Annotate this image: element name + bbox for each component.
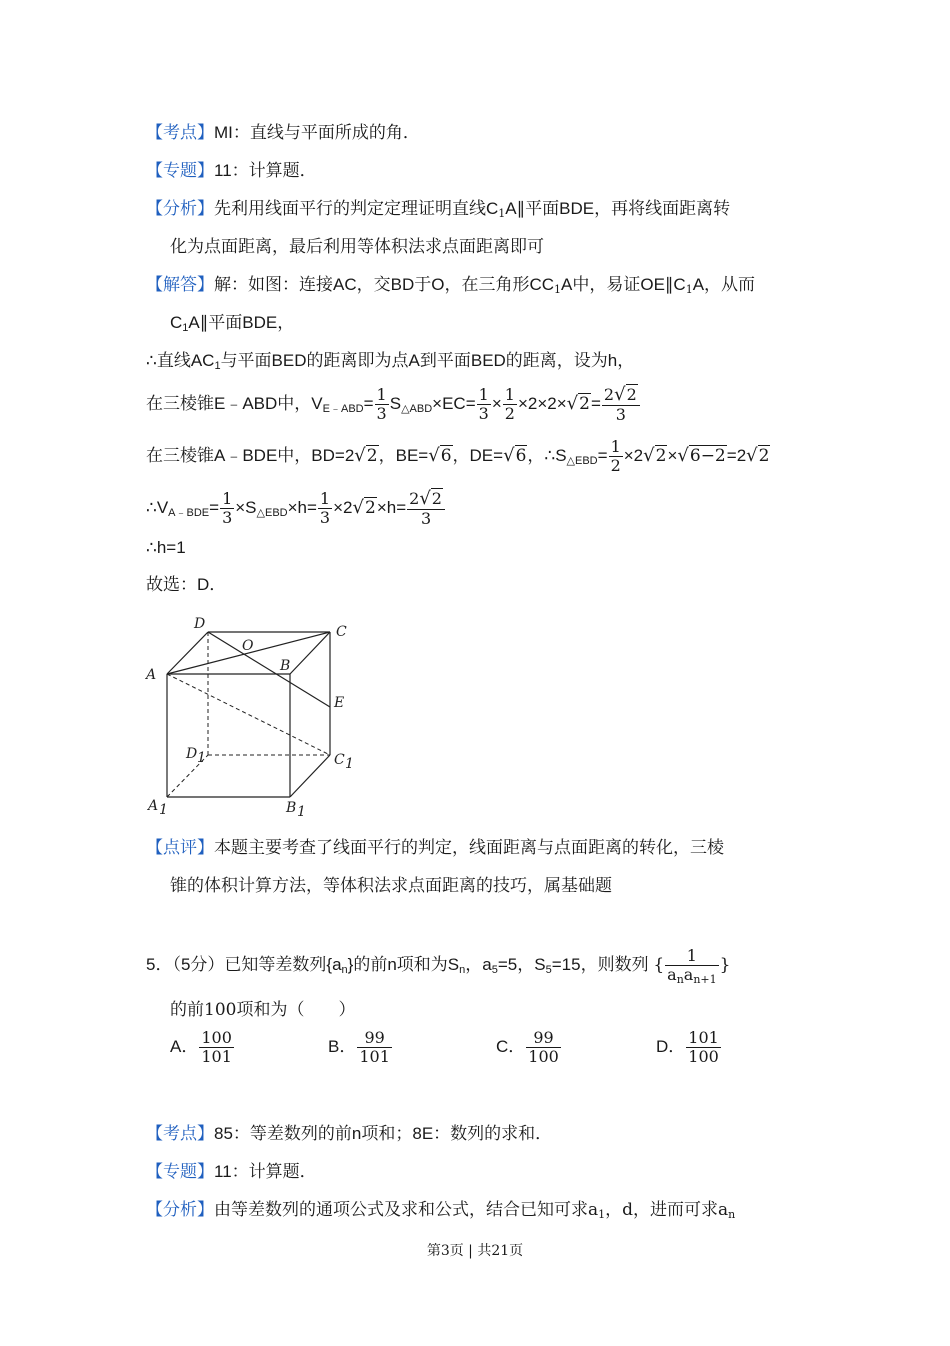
label-A: A bbox=[146, 667, 157, 683]
fraction-one-third: $\frac{1}{3}$ bbox=[376, 385, 387, 423]
kaodian-tag: 【考点】 bbox=[146, 1124, 214, 1144]
kaodian-tag: 【考点】 bbox=[146, 123, 214, 143]
label-O: O bbox=[242, 638, 254, 654]
q5-stem: 5．（5分）已知等差数列$\{a_n\}$的前n项和为$S_n$，$a_5=5$，$S_5=15$，则数列 { $\frac{1}{a_na_{n+1}}$ } bbox=[146, 946, 731, 986]
hidden-line-AC1 bbox=[167, 674, 330, 755]
sqrt-2: √2 bbox=[354, 444, 378, 466]
edge-CB bbox=[290, 632, 330, 674]
q5-stem-line2: 的前100项和为（ ） bbox=[170, 1000, 356, 1020]
sequence-brace-expression: { $\frac{1}{a_na_{n+1}}$ } bbox=[653, 946, 731, 986]
sqrt-2: √2 bbox=[352, 496, 376, 518]
label-B: B bbox=[280, 658, 291, 674]
fraction-1-over-an-an1: $\frac{1}{a_na_{n+1}}$ bbox=[667, 946, 717, 986]
option-d[interactable]: D． $\frac{101}{100}$ bbox=[656, 1028, 719, 1066]
q4-kaodian: 【考点】MI：直线与平面所成的角． bbox=[146, 123, 420, 143]
option-b[interactable]: B． $\frac{99}{101}$ bbox=[328, 1028, 390, 1066]
q4-dianping: 【点评】本题主要考查了线面平行的判定，线面距离与点面距离的转化，三棱 bbox=[146, 838, 724, 858]
q4-line5: 在三棱锥A﹣BDE中，BD=2√2，BE=√6，DE=√6，$\therefore S_{\triangle EBD}=$ $\frac{1}{2}$ ×2√2×√6−2=2√2 bbox=[146, 437, 770, 475]
sqrt-2: √2 bbox=[643, 444, 667, 466]
page-footer: 第3页 | 共21页 bbox=[426, 1243, 524, 1259]
q4-zhuanti: 【专题】11：计算题． bbox=[146, 161, 317, 181]
q4-fenxi-line2: 化为点面距离，最后利用等体积法求点面距离即可 bbox=[170, 237, 544, 257]
q4-fenxi: 【分析】先利用线面平行的判定定理证明直线$C_1A\parallel$平面BDE，再将线面距离转 bbox=[146, 199, 731, 220]
q4-line3: ∴直线$AC_1$与平面BED的距离即为点A到平面BED的距离，设为h， bbox=[146, 351, 635, 372]
label-A1-sub: 1 bbox=[159, 802, 168, 818]
label-B1: B bbox=[286, 800, 297, 816]
q4-line8: 故选：D． bbox=[146, 575, 227, 594]
option-c[interactable]: C． $\frac{99}{100}$ bbox=[496, 1028, 559, 1066]
sqrt-2: √2 bbox=[746, 444, 770, 466]
option-a[interactable]: A． $\frac{100}{101}$ bbox=[170, 1028, 232, 1066]
fraction-one-third: $\frac{1}{3}$ bbox=[222, 489, 233, 527]
edge-AD bbox=[167, 632, 208, 674]
fenxi-tag: 【分析】 bbox=[146, 199, 214, 219]
sqrt-6: √6 bbox=[428, 444, 452, 466]
q5-fenxi: 【分析】由等差数列的通项公式及求和公式，结合已知可求$a_1$，d，进而可求$a_n$ bbox=[146, 1200, 736, 1221]
label-C: C bbox=[336, 624, 347, 640]
label-E: E bbox=[334, 695, 345, 711]
sqrt-6-minus-2: √6−2 bbox=[677, 444, 726, 466]
label-D1: D bbox=[186, 746, 198, 762]
q4-jieda-line2: $C_1A\parallel$平面BDE， bbox=[170, 313, 295, 334]
fraction-one-half: $\frac{1}{2}$ bbox=[504, 385, 515, 423]
fraction-two-root2-over-3: $\frac{2√2}{3}$ bbox=[602, 386, 640, 423]
fraction-one-third: $\frac{1}{3}$ bbox=[319, 489, 331, 527]
dianping-tag: 【点评】 bbox=[146, 838, 214, 858]
label-D: D bbox=[194, 616, 206, 632]
fraction-one-half: $\frac{1}{2}$ bbox=[610, 437, 621, 475]
fraction-two-root2-over-3: $\frac{2√2}{3}$ bbox=[407, 490, 445, 527]
q4-line7: ∴h=1 bbox=[146, 538, 186, 557]
label-A1: A bbox=[148, 798, 159, 814]
jieda-tag: 【解答】 bbox=[146, 275, 214, 295]
fenxi-tag: 【分析】 bbox=[146, 1200, 214, 1220]
q4-dianping-line2: 锥的体积计算方法，等体积法求点面距离的技巧，属基础题 bbox=[170, 876, 612, 896]
q5-kaodian: 【考点】85：等差数列的前n项和；8E：数列的求和． bbox=[146, 1124, 553, 1144]
q5-zhuanti: 【专题】11：计算题． bbox=[146, 1162, 317, 1182]
edge-B1C1 bbox=[290, 755, 330, 797]
sqrt-2: √2 bbox=[566, 392, 590, 414]
line-DE bbox=[208, 632, 330, 707]
zhuanti-tag: 【专题】 bbox=[146, 1162, 214, 1182]
label-D1-sub: 1 bbox=[197, 750, 206, 766]
cube-figure bbox=[140, 612, 360, 822]
sqrt-6: √6 bbox=[503, 444, 527, 466]
fraction-one-third: $\frac{1}{3}$ bbox=[478, 385, 489, 423]
zhuanti-tag: 【专题】 bbox=[146, 161, 214, 181]
q4-line6: $\therefore V_{A﹣BDE}=$ $\frac{1}{3}$ $\times S_{\triangle EBD}\times h=$ $\frac{1}{3}$ ×2√2×h= $\frac{2√2}{3}$ bbox=[146, 490, 446, 527]
q4-line4: 在三棱锥E﹣ABD中，$V_{E﹣ABD}=$ $\frac{1}{3}$ $S_{\triangle ABD}\times EC=$ $\frac{1}{3}$ × $\frac{1}{2}$ ×2×2×√2= $\frac{2√2}{3}$ bbox=[146, 386, 641, 423]
q4-jieda: 【解答】解：如图：连接AC，交BD于O，在三角形$CC_1A$中，易证$OE\parallel C_1A$，从而 bbox=[146, 275, 756, 296]
label-C1: C bbox=[334, 752, 345, 768]
label-C1-sub: 1 bbox=[345, 756, 354, 772]
label-B1-sub: 1 bbox=[297, 804, 306, 820]
